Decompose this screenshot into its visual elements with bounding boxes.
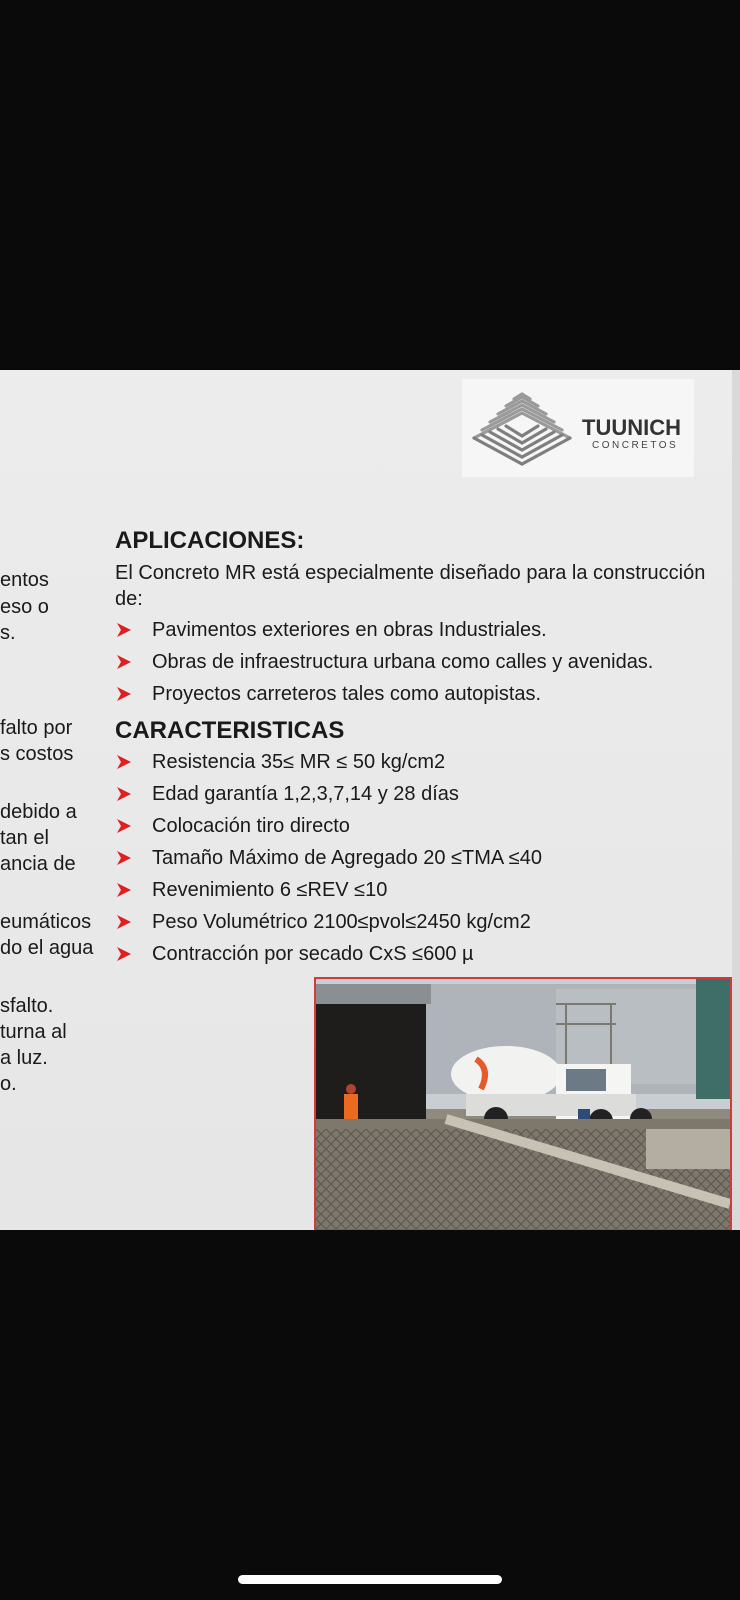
- list-item-text: Resistencia 35≤ MR ≤ 50 kg/cm2: [152, 751, 446, 773]
- arrow-bullet-icon: [117, 851, 131, 865]
- slide-content: [115, 526, 735, 970]
- arrow-bullet-icon: [117, 787, 131, 801]
- left-fragment: do el agua: [0, 937, 94, 959]
- aplicaciones-intro: El Concreto MR está especialmente diseñado para la construcción de:: [115, 562, 706, 610]
- left-fragment: debido a: [0, 801, 77, 823]
- left-fragment: o.: [0, 1073, 17, 1095]
- left-fragment: s.: [0, 622, 16, 644]
- list-item-text: Pavimentos exteriores en obras Industriales.: [152, 619, 547, 641]
- home-indicator[interactable]: [238, 1575, 502, 1584]
- section-title-aplicaciones: APLICACIONES:: [115, 527, 305, 554]
- list-item-text: Peso Volumétrico 2100≤pvol≤2450 kg/cm2: [152, 911, 531, 933]
- aplicaciones-list: [115, 614, 735, 710]
- arrow-bullet-icon: [117, 755, 131, 769]
- left-fragment: entos: [0, 569, 49, 591]
- list-item: [115, 938, 735, 970]
- list-item-text: Edad garantía 1,2,3,7,14 y 28 días: [152, 783, 459, 805]
- list-item-text: Obras de infraestructura urbana como calles y avenidas.: [152, 651, 654, 673]
- pyramid-logo-icon: [468, 389, 576, 471]
- concrete-truck-image: [316, 979, 730, 1229]
- arrow-bullet-icon: [117, 819, 131, 833]
- logo-subtitle: CONCRETOS: [592, 440, 679, 451]
- left-fragment: s costos: [0, 743, 74, 765]
- list-item-text: Tamaño Máximo de Agregado 20 ≤TMA ≤40: [152, 847, 542, 869]
- left-fragment: tan el: [0, 827, 49, 849]
- list-item: [115, 906, 735, 938]
- list-item: [115, 678, 735, 710]
- list-item: [115, 874, 735, 906]
- list-item: [115, 746, 735, 778]
- left-fragment: a luz.: [0, 1047, 48, 1069]
- section-title-caracteristicas: CARACTERISTICAS: [115, 717, 345, 744]
- list-item: [115, 842, 735, 874]
- left-fragment: eso o: [0, 596, 49, 618]
- arrow-bullet-icon: [117, 915, 131, 929]
- list-item-text: Contracción por secado CxS ≤600 µ: [152, 943, 474, 965]
- slide: [0, 370, 740, 1230]
- left-fragment: eumáticos: [0, 911, 92, 933]
- list-item-text: Revenimiento 6 ≤REV ≤10: [152, 879, 388, 901]
- logo-name: TUUNICH: [582, 415, 681, 440]
- left-fragment: turna al: [0, 1021, 67, 1043]
- arrow-bullet-icon: [117, 687, 131, 701]
- caracteristicas-list: [115, 746, 735, 970]
- list-item: [115, 778, 735, 810]
- list-item: [115, 646, 735, 678]
- logo: [462, 379, 694, 477]
- left-fragment: sfalto.: [0, 995, 54, 1017]
- list-item: [115, 614, 735, 646]
- list-item-text: Colocación tiro directo: [152, 815, 350, 837]
- list-item: [115, 810, 735, 842]
- arrow-bullet-icon: [117, 947, 131, 961]
- arrow-bullet-icon: [117, 623, 131, 637]
- left-fragment: falto por: [0, 717, 73, 739]
- left-fragment: ancia de: [0, 853, 76, 875]
- list-item-text: Proyectos carreteros tales como autopistas.: [152, 683, 542, 705]
- arrow-bullet-icon: [117, 883, 131, 897]
- construction-photo: [314, 977, 732, 1230]
- arrow-bullet-icon: [117, 655, 131, 669]
